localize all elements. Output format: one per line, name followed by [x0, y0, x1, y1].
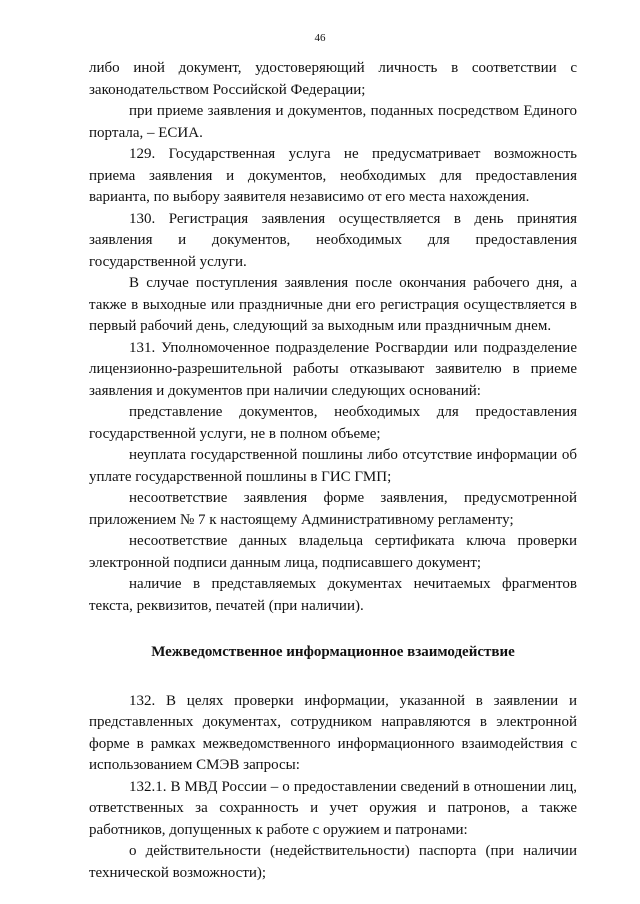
paragraph: 129. Государственная услуга не предусматривает возможность приема заявления и документов, необходимых для предоставления варианта, по выбору заявителя независимо от его места нахождения. — [89, 146, 577, 205]
paragraph: представление документов, необходимых для предоставления государственной услуги, не в полном объеме; — [89, 404, 577, 442]
paragraph: 130. Регистрация заявления осуществляется в день принятия заявления и документов, необходимых для предоставления государственной услуги. — [89, 210, 577, 270]
paragraph: несоответствие заявления форме заявления, предусмотренной приложением № 7 к настоящему Административному регламенту; — [89, 490, 577, 528]
paragraph: 131. Уполномоченное подразделение Росгвардии или подразделение лицензионно-разрешительной работы отказывают заявителю в приеме заявления и документов при наличии следующих оснований: — [89, 339, 577, 399]
document-body — [89, 58, 577, 884]
page-number: 46 — [314, 32, 326, 44]
paragraphs-before-heading — [89, 58, 577, 617]
section-heading: Межведомственное информационное взаимодействие — [151, 644, 515, 660]
paragraph: В случае поступления заявления после окончания рабочего дня, а также в выходные или праздничные дни его регистрация осуществляется в первый рабочий день, следующий за выходным или праздничным днем. — [89, 275, 577, 334]
paragraph: либо иной документ, удостоверяющий личность в соответствии с законодательством Российской Федерации; — [89, 60, 577, 98]
paragraph: о действительности (недействительности) паспорта (при наличии технической возможности); — [89, 843, 577, 881]
paragraphs-after-heading — [89, 691, 577, 885]
paragraph: несоответствие данных владельца сертификата ключа проверки электронной подписи данным лица, подписавшего документ; — [89, 533, 577, 571]
paragraph: неуплата государственной пошлины либо отсутствие информации об уплате государственной пошлины в ГИС ГМП; — [89, 447, 577, 485]
paragraph: 132. В целях проверки информации, указанной в заявлении и представленных документах, сотрудником направляются в электронной форме в рамках межведомственного информационного взаимодействия с использованием СМЭВ запросы: — [89, 692, 577, 773]
paragraph: 132.1. В МВД России – о предоставлении сведений в отношении лиц, ответственных за сохранность и учет оружия и патронов, а также работников, допущенных к работе с оружием и патронами: — [89, 778, 577, 838]
paragraph: при приеме заявления и документов, поданных посредством Единого портала, – ЕСИА. — [89, 103, 577, 141]
paragraph: наличие в представляемых документах нечитаемых фрагментов текста, реквизитов, печатей (при наличии). — [89, 576, 577, 614]
